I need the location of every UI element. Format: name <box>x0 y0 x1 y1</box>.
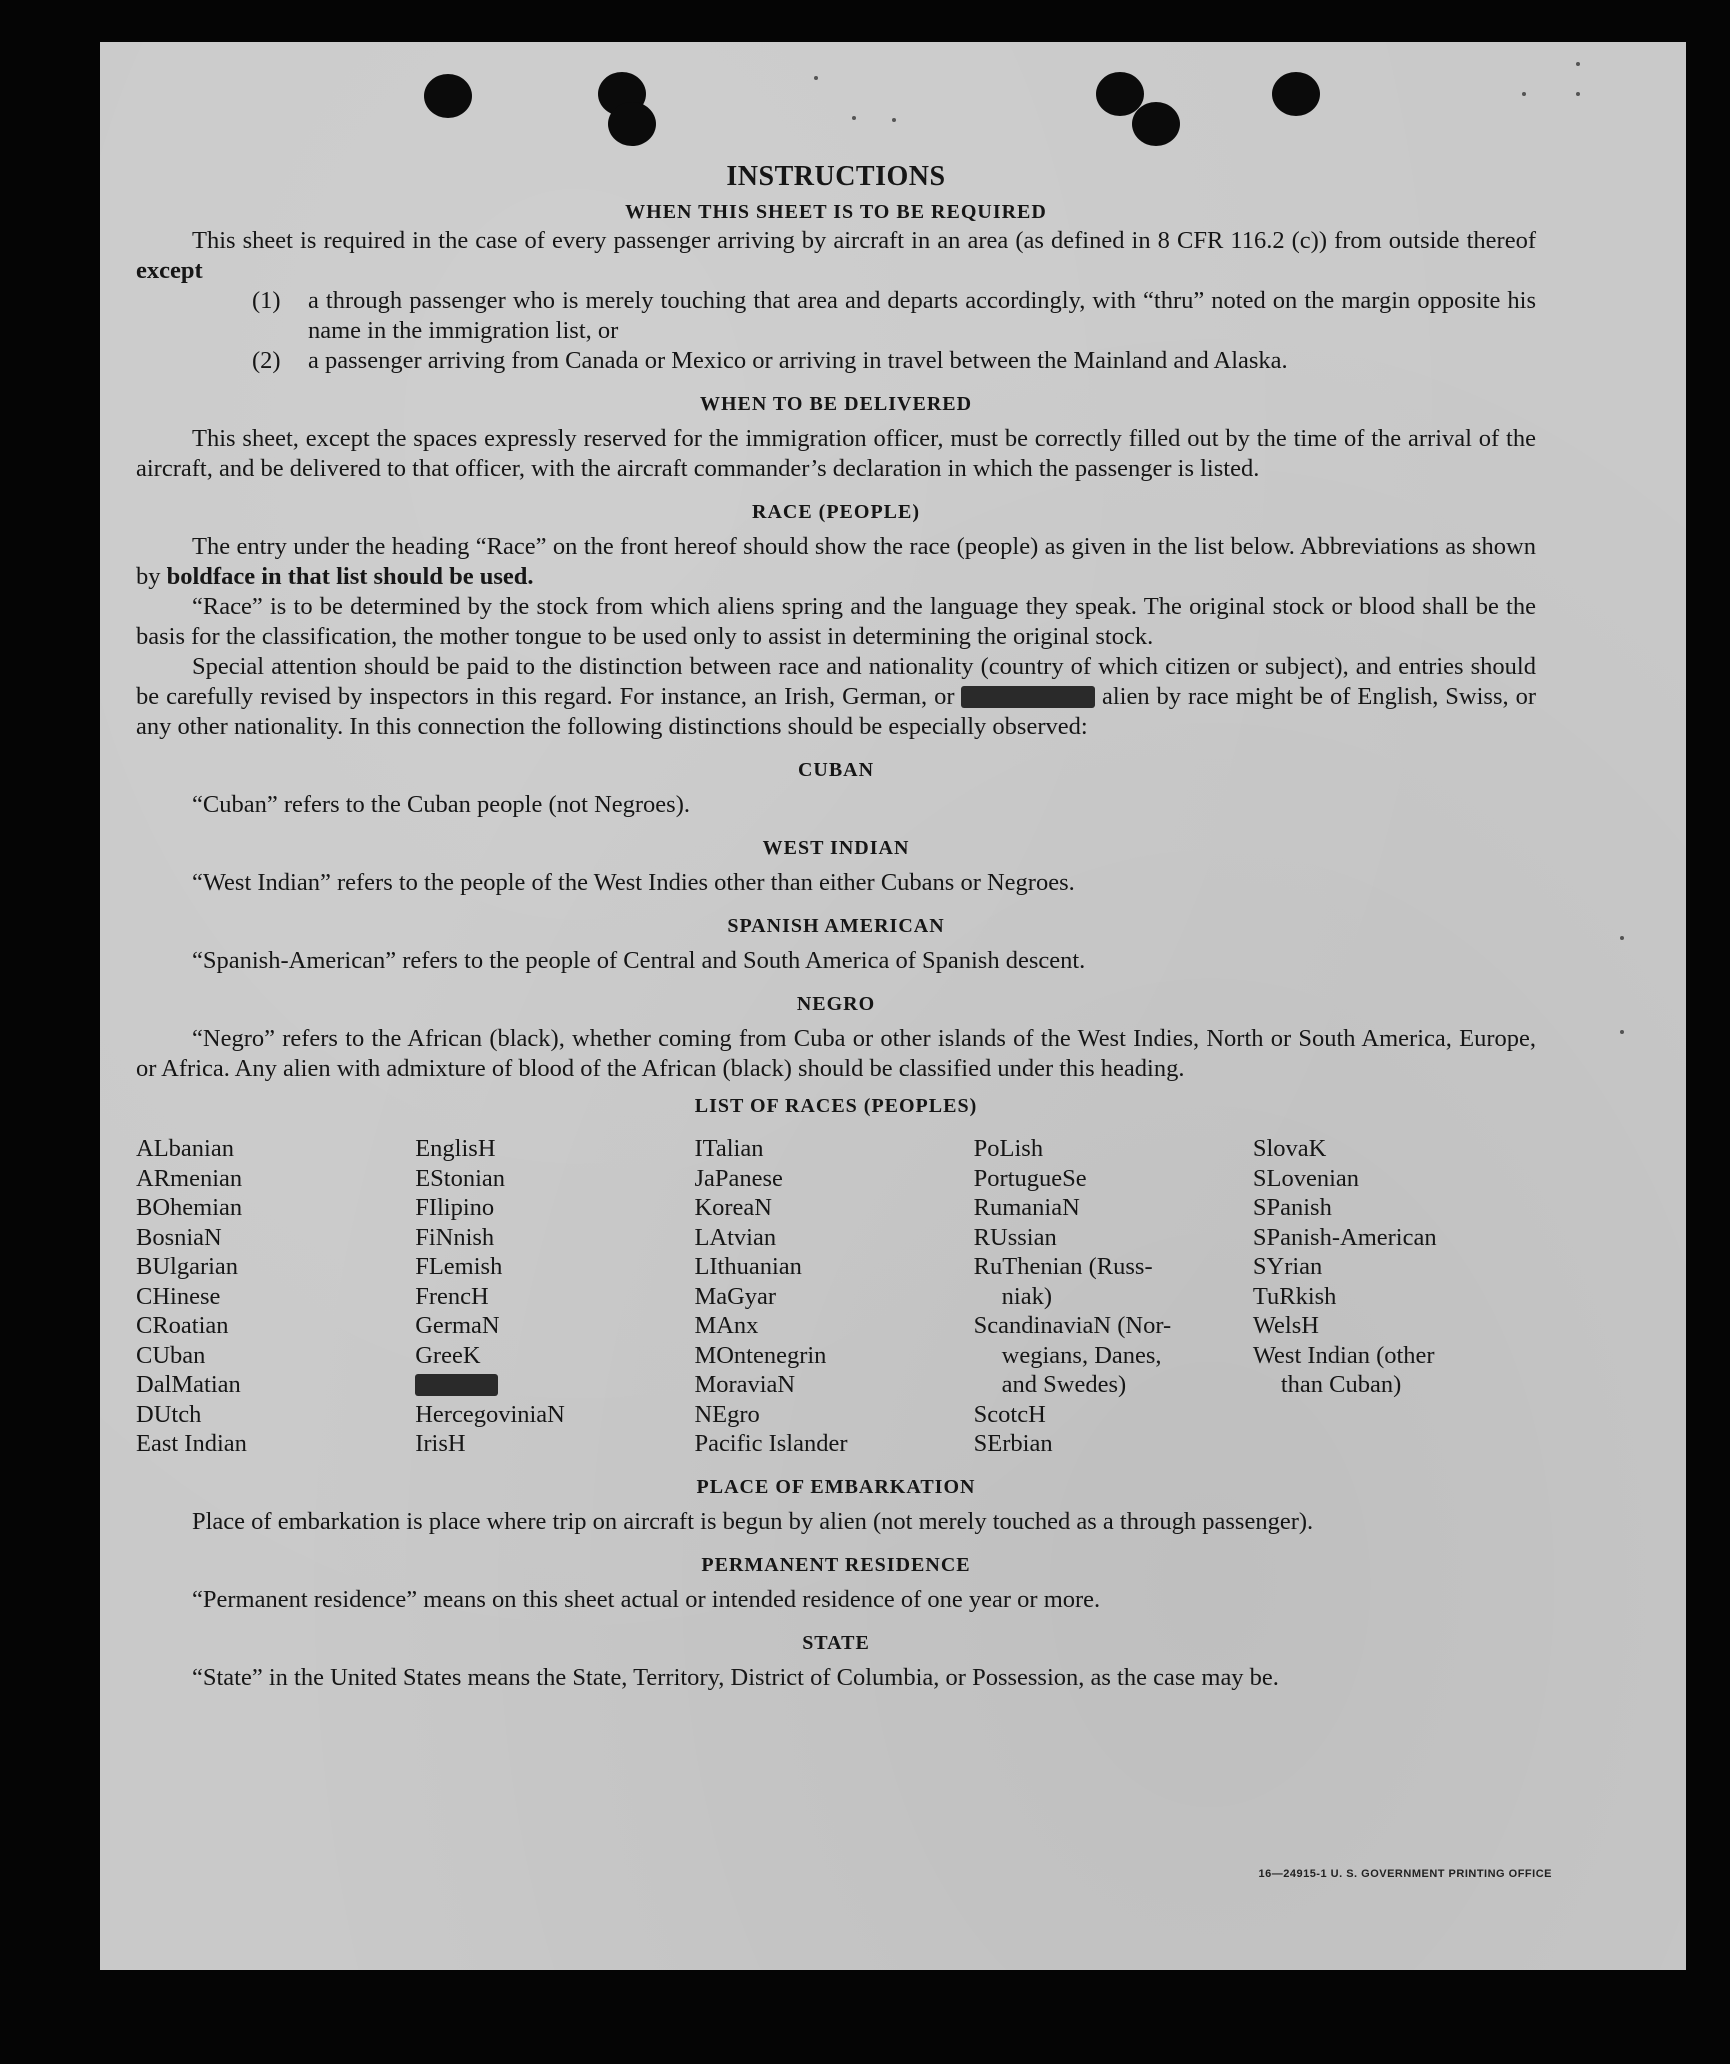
race-entry-text: MAnx <box>694 1312 759 1339</box>
race-entry <box>694 1370 973 1400</box>
race-entry-text: EStonian <box>415 1164 506 1192</box>
race-entry-text: ALbanian <box>136 1135 234 1162</box>
race-entry <box>415 1370 694 1400</box>
race-entry <box>694 1400 973 1430</box>
race-entry-text: TuRkish <box>1252 1282 1337 1310</box>
race-entry-text: than Cuban) <box>1280 1371 1402 1398</box>
race-entry-text: CUban <box>136 1341 206 1369</box>
race-entry <box>694 1193 973 1223</box>
race-entry <box>974 1282 1253 1312</box>
section-heading-west-indian: WEST INDIAN <box>762 837 910 859</box>
punch-hole <box>1272 72 1320 116</box>
speck <box>1522 92 1526 96</box>
section-heading-spanish-american: SPANISH AMERICAN <box>727 915 945 937</box>
race-entry <box>694 1223 973 1253</box>
race-entry-text: KoreaN <box>694 1194 772 1221</box>
speck <box>1576 62 1580 66</box>
race-entry <box>694 1134 973 1164</box>
west-indian-text: “West Indian” refers to the people of the West Indies other than either Cubans or Negroes. <box>192 869 1075 896</box>
race-entry-text: ScotcH <box>973 1400 1046 1428</box>
section-heading-race: RACE (PEOPLE) <box>752 501 920 523</box>
embarkation-text: Place of embarkation is place where trip on aircraft is begun by alien (not merely touched as a through passenger). <box>192 1507 1314 1535</box>
race-entry <box>136 1282 415 1312</box>
race-entry-text: SPanish-American <box>1252 1223 1437 1251</box>
race-entry <box>415 1252 694 1282</box>
instructions-content <box>136 158 1536 1693</box>
race-entry <box>415 1193 694 1223</box>
race-entry <box>1253 1282 1536 1312</box>
race-column <box>415 1134 694 1459</box>
race-entry-text: GreeK <box>415 1341 481 1369</box>
required-intro: This sheet is required in the case of every passenger arriving by aircraft in an area (as defined in 8 CFR 116.2 (c)) from outside thereof except <box>136 227 1536 284</box>
speck <box>1620 936 1624 940</box>
race-entry-text: DUtch <box>136 1400 202 1428</box>
race-column <box>694 1134 973 1459</box>
section-heading-negro: NEGRO <box>796 993 876 1015</box>
speck <box>1576 92 1580 96</box>
race-entry <box>694 1252 973 1282</box>
race-entry <box>136 1164 415 1194</box>
race-entry <box>694 1429 973 1459</box>
race-entry <box>136 1134 415 1164</box>
race-entry <box>974 1370 1253 1400</box>
race-entry-text: SLovenian <box>1252 1164 1360 1192</box>
negro-text: “Negro” refers to the African (black), whether coming from Cuba or other islands of the West Indies, North or South America, Europe, or Africa. Any alien with admixture of blood of the African (black) should be classified under this heading. <box>136 1025 1536 1082</box>
race-entry-text: NEgro <box>694 1400 760 1428</box>
cuban-text: “Cuban” refers to the Cuban people (not Negroes). <box>192 791 690 818</box>
race-entry-text: East Indian <box>136 1430 247 1457</box>
redacted-word <box>961 686 1095 708</box>
race-entry <box>974 1223 1253 1253</box>
race-paragraph-1: The entry under the heading “Race” on the front hereof should show the race (people) as given in the list below. Abbreviations as shown by boldface in that list should be used. <box>136 533 1536 590</box>
race-entry-text: FrencH <box>415 1282 489 1310</box>
race-paragraph-3: Special attention should be paid to the distinction between race and nationality (country of which citizen or subject), and entries should be carefully revised by inspectors in this regard. For instance, an Irish, German, or alien by race might be of English, Swiss, or any other nationality. In this connection the following distinctions should be especially observed: <box>136 653 1536 740</box>
race-entry <box>415 1429 694 1459</box>
race-entry-text: HercegoviniaN <box>415 1400 565 1428</box>
race-entry-text: ITalian <box>694 1135 764 1162</box>
boldface-emphasis: boldface in that list should be used. <box>166 563 534 590</box>
race-entry-text: BUlgarian <box>136 1253 239 1280</box>
section-heading-cuban: CUBAN <box>797 759 875 781</box>
item-text: a through passenger who is merely touching that area and departs accordingly, with “thru” noted on the margin opposite his name in the immigration list, or <box>308 287 1536 344</box>
race-entry <box>1253 1311 1536 1341</box>
race-entry-text: ARmenian <box>136 1164 243 1192</box>
race-entry <box>974 1252 1253 1282</box>
race-entry-text: DalMatian <box>136 1371 241 1398</box>
residence-text: “Permanent residence” means on this sheet actual or intended residence of one year or more. <box>192 1585 1101 1613</box>
race-entry <box>136 1311 415 1341</box>
race-entry-text: FIlipino <box>415 1194 495 1221</box>
required-item <box>136 346 1536 376</box>
race-entry <box>136 1400 415 1430</box>
required-item <box>136 286 1536 346</box>
race-entry <box>136 1370 415 1400</box>
punch-hole <box>424 74 472 118</box>
section-heading-embarkation: PLACE OF EMBARKATION <box>696 1475 976 1498</box>
race-entry-text: MoraviaN <box>694 1371 796 1398</box>
race-entry <box>136 1223 415 1253</box>
race-entry <box>1253 1134 1536 1164</box>
race-entry <box>136 1252 415 1282</box>
race-entry-text: ScandinaviaN (Nor- <box>973 1312 1172 1339</box>
race-entry-text: RumaniaN <box>973 1194 1080 1221</box>
race-column <box>136 1134 415 1459</box>
punch-hole <box>608 102 656 146</box>
race-entry-text: BosniaN <box>136 1223 222 1251</box>
race-entry-text: LAtvian <box>694 1223 777 1251</box>
race-entry-text: and Swedes) <box>1001 1371 1127 1398</box>
race-entry-text: Pacific Islander <box>694 1430 848 1457</box>
race-paragraph-2: “Race” is to be determined by the stock from which aliens spring and the language they speak. The original stock or blood shall be the basis for the classification, the mother tongue to be used only to assist in determining the original stock. <box>136 593 1536 650</box>
section-heading-state: STATE <box>802 1631 870 1654</box>
section-heading-list-of-races: LIST OF RACES (PEOPLES) <box>694 1095 978 1117</box>
race-entry-text: MOntenegrin <box>694 1341 827 1369</box>
race-entry-text: West Indian (other <box>1252 1341 1435 1369</box>
race-entry-text: MaGyar <box>694 1282 777 1310</box>
race-entry-text: niak) <box>1001 1282 1052 1310</box>
section-heading-delivered: WHEN TO BE DELIVERED <box>699 393 973 415</box>
race-entry <box>136 1193 415 1223</box>
race-entry-text: RUssian <box>973 1223 1057 1251</box>
race-entry-text: LIthuanian <box>694 1253 802 1280</box>
race-entry-text: CRoatian <box>136 1312 229 1339</box>
printing-office-code: 16—24915-1 U. S. GOVERNMENT PRINTING OFFICE <box>1258 1868 1552 1880</box>
spanish-american-text: “Spanish-American” refers to the people of Central and South America of Spanish descent. <box>192 947 1086 974</box>
race-entry <box>1253 1252 1536 1282</box>
race-entry-text: FLemish <box>415 1253 503 1280</box>
race-entry <box>415 1223 694 1253</box>
item-number: (2) <box>252 347 281 374</box>
speck <box>892 118 896 122</box>
race-entry-text: GermaN <box>415 1312 500 1339</box>
race-entry-text: SlovaK <box>1252 1135 1327 1162</box>
race-entry <box>415 1134 694 1164</box>
race-entry <box>694 1341 973 1371</box>
race-entry <box>415 1400 694 1430</box>
race-entry-text: PortugueSe <box>973 1164 1087 1192</box>
page-title: INSTRUCTIONS <box>726 161 946 192</box>
race-entry <box>415 1341 694 1371</box>
race-entry-text: WelsH <box>1252 1312 1319 1339</box>
race-entry-text: PoLish <box>973 1135 1044 1162</box>
race-entry-text: RuThenian (Russ- <box>973 1253 1153 1280</box>
race-entry <box>974 1429 1253 1459</box>
punch-hole <box>1132 102 1180 146</box>
race-entry-text: SYrian <box>1252 1253 1323 1280</box>
race-entry <box>974 1193 1253 1223</box>
race-entry <box>136 1341 415 1371</box>
item-text: a passenger arriving from Canada or Mexico or arriving in travel between the Mainland and Alaska. <box>308 347 1288 374</box>
race-entry <box>136 1429 415 1459</box>
race-entry-text: SErbian <box>973 1430 1053 1457</box>
race-entry-text: IrisH <box>415 1430 466 1457</box>
race-entry-text: CHinese <box>136 1282 221 1310</box>
race-entry <box>694 1282 973 1312</box>
race-entry <box>1253 1370 1536 1400</box>
except-emphasis: except <box>136 257 203 284</box>
race-entry-text: EnglisH <box>415 1135 496 1162</box>
race-entry <box>694 1164 973 1194</box>
race-column <box>1253 1134 1536 1459</box>
redacted-word <box>415 1374 498 1396</box>
race-entry <box>1253 1193 1536 1223</box>
section-heading-residence: PERMANENT RESIDENCE <box>701 1553 971 1576</box>
race-entry <box>974 1400 1253 1430</box>
race-entry <box>694 1311 973 1341</box>
race-entry <box>415 1282 694 1312</box>
races-list <box>136 1134 1536 1459</box>
race-entry <box>974 1341 1253 1371</box>
section-heading-required: WHEN THIS SHEET IS TO BE REQUIRED <box>625 201 1047 223</box>
race-entry <box>415 1164 694 1194</box>
speck <box>814 76 818 80</box>
race-entry <box>1253 1223 1536 1253</box>
race-entry-text: wegians, Danes, <box>1001 1341 1162 1369</box>
race-entry <box>1253 1341 1536 1371</box>
race-entry <box>1253 1164 1536 1194</box>
race-entry <box>415 1311 694 1341</box>
race-entry-text: SPanish <box>1252 1194 1332 1221</box>
delivered-text: This sheet, except the spaces expressly reserved for the immigration officer, must be correctly filled out by the time of the arrival of the aircraft, and be delivered to that officer, with the aircraft commander’s declaration in which the passenger is listed. <box>136 425 1536 482</box>
speck <box>852 116 856 120</box>
race-column <box>974 1134 1253 1459</box>
race-entry <box>974 1164 1253 1194</box>
speck <box>1620 1030 1624 1034</box>
race-entry-text: FiNnish <box>415 1223 495 1251</box>
race-entry <box>974 1134 1253 1164</box>
race-entry <box>974 1311 1253 1341</box>
state-text: “State” in the United States means the State, Territory, District of Columbia, or Possession, as the case may be. <box>192 1663 1279 1691</box>
race-entry-text: JaPanese <box>694 1164 783 1192</box>
item-number: (1) <box>252 287 281 314</box>
race-entry-text: BOhemian <box>136 1194 243 1221</box>
